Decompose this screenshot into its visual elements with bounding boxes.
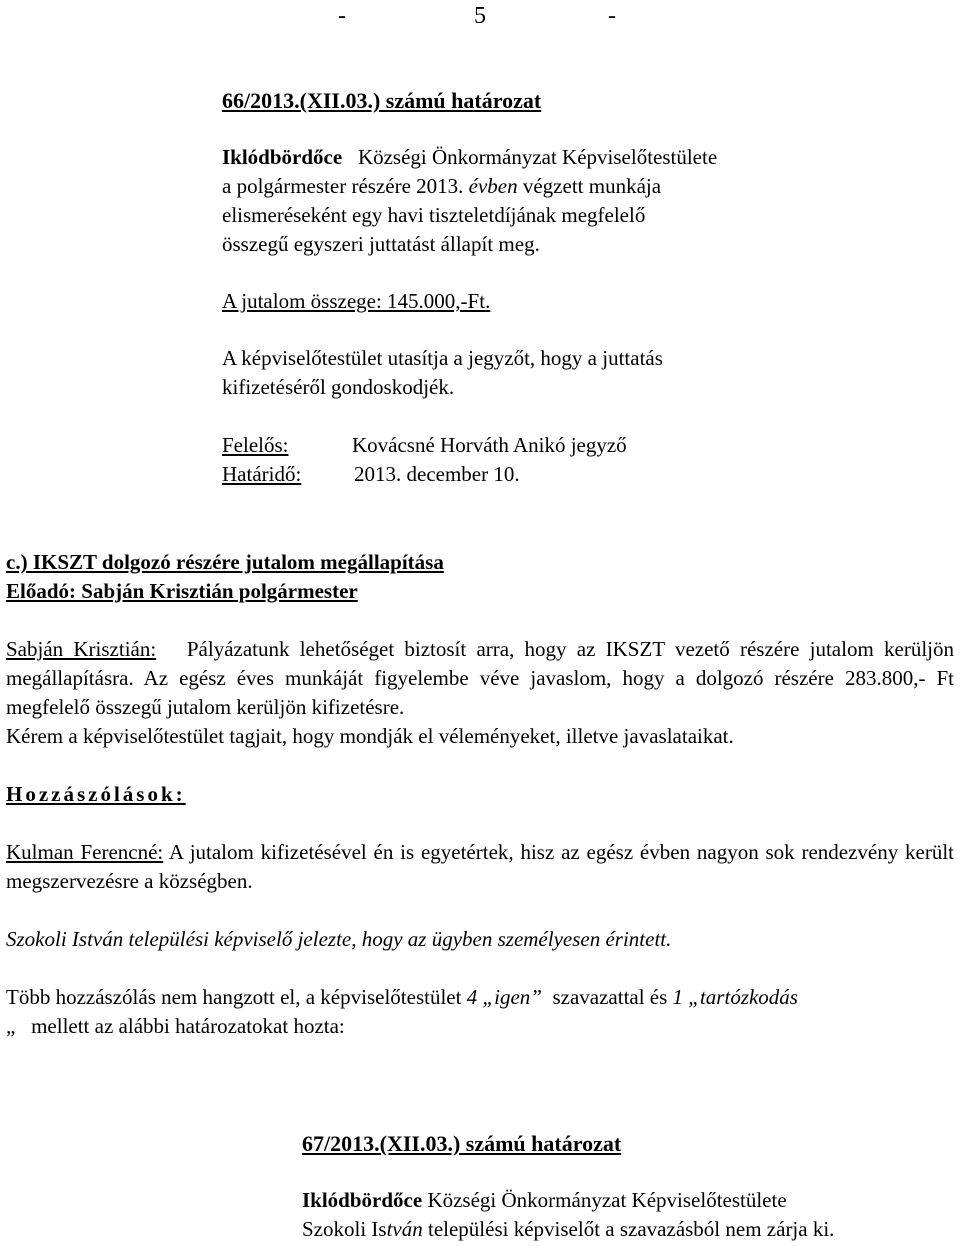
resolution-66-body: Iklódbördőce Községi Önkormányzat Képviselőtestülete a polgármester részére 2013. évben végzett munkája elismeréseként egy havi tiszteletdíjának megfelelő összegű egyszeri juttatást állapít meg.: [222, 145, 718, 256]
reward-amount: A jutalom összege: 145.000,-Ft.: [222, 289, 491, 313]
deadline-line: [222, 460, 920, 489]
section-c: [6, 548, 954, 606]
page-number-dash-right: -: [608, 3, 616, 29]
comments-heading: Hozzászólások:: [6, 782, 186, 806]
section-c-presenter: Előadó: Sabján Krisztián polgármester: [6, 579, 358, 603]
kulman-name: Kulman Ferencné:: [6, 840, 164, 864]
speaker-paragraph: [6, 635, 954, 751]
responsible-label: Felelős:: [222, 433, 289, 457]
resolution-66-title: 66/2013.(XII.03.) számú határozat: [222, 88, 542, 113]
vote-abstain: 1 „tartózkodás: [672, 985, 798, 1009]
page-number-dash-left: -: [338, 3, 346, 29]
instruction-text: A képviselőtestület utasítja a jegyzőt, hogy a juttatás kifizetéséről gondoskodjék.: [222, 346, 663, 399]
kulman-paragraph: [6, 838, 954, 896]
vote-yes: 4 „igen”: [466, 985, 542, 1009]
kulman-text: A jutalom kifizetésével én is egyetértek, hisz az egész évben nagyon sok rendezvény került megszervezésre a községben.: [6, 840, 955, 893]
speaker-name: Sabján Krisztián:: [6, 637, 157, 661]
responsible-line: [222, 431, 920, 460]
responsible-value: Kovácsné Horváth Anikó jegyző: [352, 433, 627, 457]
resolution-67-body: Iklódbördőce Községi Önkormányzat Képviselőtestülete Szokoli István települési képviselőt a szavazásból nem zárja ki.: [302, 1188, 835, 1241]
speaker-text: Pályázatunk lehetőséget biztosít arra, hogy az IKSZT vezető részére jutalom kerüljön megállapításra. Az egész éves munkáját figyelembe véve javaslom, hogy a dolgozó részére 283.800,- Ft megfelelő összegű jutalom kerüljön kifizetésre.: [6, 637, 955, 719]
resolution-67-title: 67/2013.(XII.03.) számú határozat: [302, 1131, 622, 1156]
vote-paragraph: Több hozzászólás nem hangzott el, a képviselőtestület 4 „igen” szavazattal és 1 „tartózkodás „ mellett az alábbi határozatokat hozta:: [6, 985, 798, 1038]
municipality-name: Iklódbördőce: [222, 145, 343, 169]
request-text: Kérem a képviselőtestület tagjait, hogy mondják el véleményeket, illetve javaslataikat.: [6, 724, 734, 748]
section-c-heading: c.) IKSZT dolgozó részére jutalom megállapítása: [6, 550, 444, 574]
deadline-value: 2013. december 10.: [354, 462, 520, 486]
deadline-label: Határidő:: [222, 462, 302, 486]
szokoli-statement: Szokoli István települési képviselő jelezte, hogy az ügyben személyesen érintett.: [6, 927, 672, 951]
page-number-value: 5: [474, 3, 486, 29]
